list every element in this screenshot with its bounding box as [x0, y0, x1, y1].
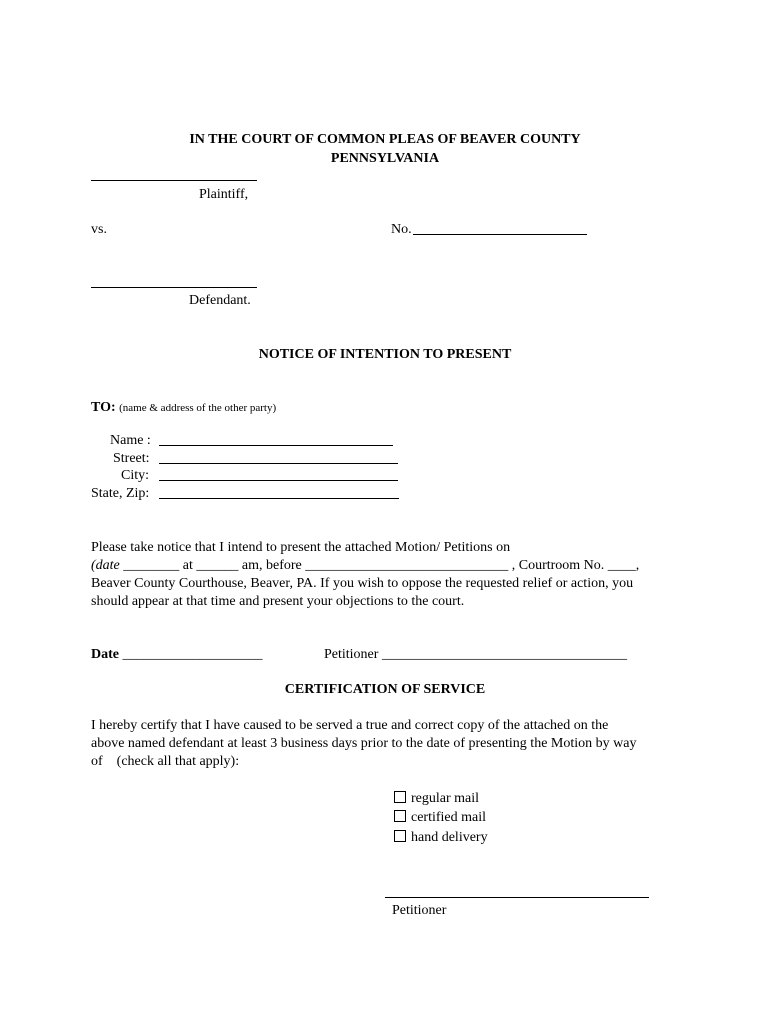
checkbox-icon[interactable]: [394, 791, 406, 803]
defendant-label: Defendant.: [189, 293, 251, 308]
date-row: [91, 646, 263, 664]
certification-line-3: of (check all that apply):: [91, 754, 240, 769]
case-number-label: No.: [391, 222, 412, 237]
certification-title: CERTIFICATION OF SERVICE: [284, 682, 486, 697]
to-line: [91, 399, 276, 417]
case-number-line[interactable]: [413, 234, 587, 235]
notice-line-4: should appear at that time and present your objections to the court.: [91, 594, 465, 609]
at-label: at: [182, 558, 193, 573]
name-label: Name :: [110, 433, 151, 448]
option-certified-mail[interactable]: [394, 809, 486, 827]
court-title: IN THE COURT OF COMMON PLEAS OF BEAVER COUNTY: [189, 132, 581, 147]
option-regular-mail[interactable]: [394, 790, 479, 808]
judge-blank[interactable]: _____________________________: [305, 558, 509, 573]
vs-label: vs.: [91, 222, 107, 237]
plaintiff-name-line[interactable]: [91, 180, 257, 181]
name-line[interactable]: [159, 445, 393, 446]
courtroom-blank[interactable]: ____,: [607, 558, 640, 573]
date-blank[interactable]: ________: [123, 558, 180, 573]
petitioner-signature-line[interactable]: [385, 897, 649, 898]
checkbox-icon[interactable]: [394, 810, 406, 822]
notice-title: NOTICE OF INTENTION TO PRESENT: [258, 347, 512, 362]
to-label: TO:: [91, 400, 116, 415]
am-before-label: am, before: [241, 558, 302, 573]
notice-line-3: Beaver County Courthouse, Beaver, PA. If you wish to oppose the requested relief or action, you: [91, 576, 634, 591]
notice-line-2: [91, 557, 639, 575]
petitioner-label: Petitioner: [324, 647, 379, 662]
street-label: Street:: [113, 451, 150, 466]
defendant-name-line[interactable]: [91, 287, 257, 288]
option-hand-delivery[interactable]: [394, 829, 488, 847]
date-signature-blank[interactable]: ____________________: [122, 647, 263, 662]
time-blank[interactable]: ______: [196, 558, 239, 573]
street-line[interactable]: [159, 463, 398, 464]
plaintiff-label: Plaintiff,: [199, 187, 249, 202]
petitioner-signature-blank[interactable]: ___________________________________: [381, 647, 627, 662]
certification-line-2: above named defendant at least 3 business days prior to the date of presenting the Motion by way: [91, 736, 637, 751]
state-zip-label: State, Zip:: [91, 486, 150, 501]
state-zip-line[interactable]: [159, 498, 399, 499]
court-state: PENNSYLVANIA: [330, 151, 440, 166]
to-hint: (name & address of the other party): [119, 402, 277, 414]
checkbox-icon[interactable]: [394, 830, 406, 842]
option-label: certified mail: [411, 810, 487, 825]
signature-petitioner-label: Petitioner: [392, 903, 447, 918]
certification-line-1: I hereby certify that I have caused to be served a true and correct copy of the attached on the: [91, 718, 609, 733]
city-line[interactable]: [159, 480, 398, 481]
option-label: regular mail: [411, 791, 480, 806]
date-label: Date: [91, 647, 119, 662]
notice-line-1: Please take notice that I intend to present the attached Motion/ Petitions on: [91, 540, 511, 555]
option-label: hand delivery: [411, 830, 488, 845]
petitioner-row: [324, 646, 627, 664]
courtroom-label: , Courtroom No.: [511, 558, 605, 573]
date-open: (date: [91, 558, 120, 573]
city-label: City:: [121, 468, 150, 483]
